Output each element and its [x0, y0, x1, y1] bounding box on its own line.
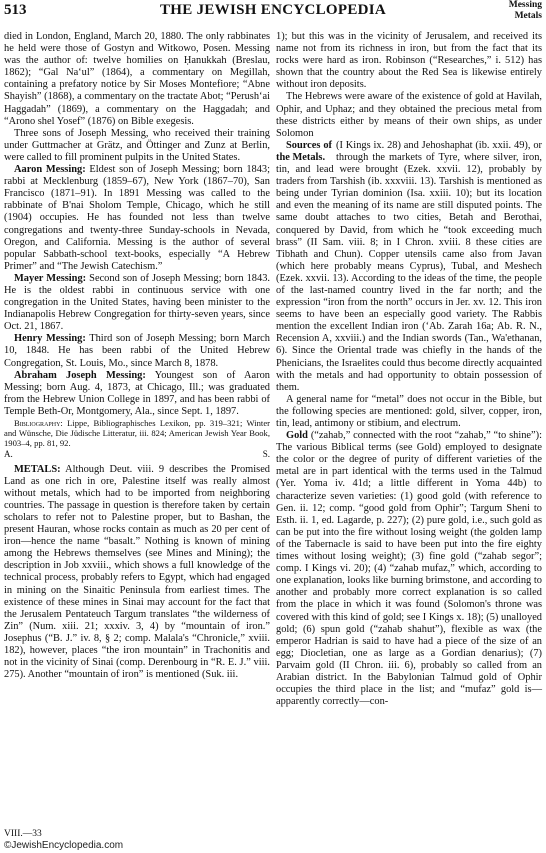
- bibliography: [4, 418, 270, 449]
- bibliography-label: Bibliography:: [14, 418, 63, 428]
- author-signature: [4, 449, 270, 460]
- page-number: 513: [4, 2, 27, 18]
- entry-henry-messing: [4, 333, 270, 369]
- entry-name: Abraham Joseph Messing:: [14, 369, 146, 381]
- paragraph-sources: [276, 91, 542, 393]
- left-column: [4, 31, 270, 681]
- entry-name: Aaron Messing:: [14, 164, 86, 176]
- paragraph-general-name: A general name for “metal” does not occur in the Bible, but the following species are mentioned: gold, silver, copper, iron, tin, lead, antimony or stibium, and electrum.: [276, 393, 542, 429]
- journal-title: THE JEWISH ENCYCLOPEDIA: [159, 2, 387, 18]
- sources-text-start: The Hebrews were aware of the existence of gold at Havilah, Ophir, and Uphaz; and they obtained the precious metal from these districts either by means of their own ships, as under Solomon: [276, 91, 542, 139]
- page-header: [0, 0, 546, 30]
- signature-mark: VIII.—33: [4, 829, 42, 839]
- entry-aaron-messing: [4, 164, 270, 273]
- gold-text: (“zahab,” connected with the root “zahab,” “to shine”): The various Biblical terms (see Gold) employed to designate the color or the degree of purity of different varieties of the metal are in part identical with the terms used in the Talmud (Yer. Yoma iv. 41d; a little different in Yoma 44b) to characterize seven varieties: (1) good gold (with reference to Gen. ii. 12; comp. “good gold from Ophir”; Targum Sheni to Esth. ii. 1, ed. Lagarde, p. 227); (2) pure gold, i.e., such gold as can be put into the fire without losing weight (the golden lamp of the Tabernacle is said to have been put into the fire eighty times without losing weight); (3) fine gold (“zahab segor”; comp. I Kings vi. 20); (4) “zahab mufaz,” which, according to one explanation, looks like burning brimstone, and according to another and probably more correct explanation is so called from the place in which it was found (Solomon's throne was covered with this kind of gold; see I Kings x. 18); (5) unalloyed gold; (6) spun gold (“zahab shahut”), flexible as wax (the emperor Hadrian is said to have had a piece of the size of an egg; Diocletian, one as large as a Gordian denarius); (7) Parvaim gold (II Chron. iii. 6), probably so called from an Arabian district. In the Babylonian Talmud gold of Ophir occupies the third place in the list; and “mufaz” gold is—apparently correctly—con-: [276, 430, 542, 708]
- right-column: [276, 31, 542, 708]
- paragraph-three-sons: Three sons of Joseph Messing, who received their training under Guttmacher at Grätz, and Öttinger and Zunz at Berlin, were called to fill prominent pulpits in the United States.: [4, 127, 270, 163]
- article-headword: METALS:: [14, 463, 61, 475]
- running-head-first: Messing: [508, 0, 542, 10]
- signature-right: S.: [262, 448, 270, 459]
- article-metals: [4, 464, 270, 682]
- gold-heading: Gold: [286, 430, 308, 442]
- side-heading: Sources of the Metals.: [276, 139, 332, 163]
- running-head: [509, 0, 542, 22]
- signature-left: A.: [4, 448, 13, 459]
- entry-abraham-joseph-messing: [4, 370, 270, 418]
- entry-text: Eldest son of Joseph Messing; born 1843; rabbi at Mecklenburg (1859–67), New York (1867–70), San Francisco (1871–91). In 1891 Messing was called to the rabbinate of B'nai Sholom Temple, Chicago, which he still (1904) occupies. He has founded not less than twelve congregations and twenty-three Sunday-schools in Nevada, Oregon, and California. Messing is the author of several popular Sabbath-school text-books, especially “A Hebrew Primer” and “The Jewish Catechism.”: [4, 164, 270, 272]
- site-credit: ©JewishEncyclopedia.com: [4, 840, 124, 851]
- bibliography-text: Lippe, Bibliographisches Lexikon, pp. 319–321; Winter and Wünsche, Die Jüdische Litteratur, iii. 824; American Jewish Year Book, 1903–4, pp. 81, 92.: [4, 418, 270, 449]
- entry-mayer-messing: [4, 273, 270, 333]
- entry-text: Third son of Joseph Messing; born March 10, 1848. He has been rabbi of the United Hebrew Congregation, St. Louis, Mo., since March 8, 1878.: [4, 333, 270, 369]
- sources-text-rest: (I Kings ix. 28) and Jehoshaphat (ib. xxii. 49), or through the markets of Tyre, where silver, iron, tin, and lead were brought (Ezek. xxvii. 12), probably by traders from Tarshish (ib. xxxviii. 13). Tarshish is mentioned as being under Tyrian dominion (Isa. xxiii. 10); but its location and even the meaning of its name are still disputed points. The same doubt attaches to two cities, Betah and Berothai, conquered by David, from which he “took exceeding much brass” (II Sam. viii. 8; in I Chron. xviii. 8 these cities are Tibhath and Chun). Copper utensils came also from Javan (which here probably means Cyprus), Tubal, and Meshech (Ezek. xxvii. 13). According to the ideas of the time, the people of the last-named country lived in the far north; and the expression “iron from the north” occurs in Jer. xv. 12. This iron seems to have been an especially good variety. The Rabbis mention the excellent Indian iron (‘Ab. Zarah 16a; Ab. R. N., Recension A, xxviii.) and the Indian swords (Tan., Wa'ethanan, 6). Since the Oriental trade was chiefly in the hands of the Phenicians, the Israelites could thus become directly acquainted with the metals and had opportunity to obtain possession of them.: [276, 139, 542, 393]
- running-head-last: Metals: [514, 11, 542, 21]
- paragraph-joseph-messing: died in London, England, March 20, 1880. The only rabbinates he held were those of Gostyn and Witkowo, Posen. Messing was the author of: twelve homilies on Ḥanukkah (Breslau, 1862); “Gal Na‘ul” (1864), a commentary on Megillah, containing a prefatory notice by Sir Moses Montefiore; “Abne Shayish” (1868), a commentary on the tractate Abot; “Perush‘ai Haggadah” (1869), a commentary on the Haggadah; and “Arono shel Yosef” (1876) on Bible exegesis.: [4, 31, 270, 127]
- entry-name: Henry Messing:: [14, 333, 86, 345]
- paragraph-continuation: 1); but this was in the vicinity of Jerusalem, and received its name not from its richness in iron, but from the fact that its rocks were hard as iron. Robinson (“Researches,” i. 512) has shown that the country about the Red Sea is likewise entirely without iron deposits.: [276, 31, 542, 91]
- article-text: Although Deut. viii. 9 describes the Promised Land as one rich in ore, Palestine itself was really almost without metals, which had to be imported from neighboring countries. The passage in question is therefore taken by certain scholars to refer not to Palestine proper, but to Bashan, the present Hauran, whose rocks contain as much as 20 per cent of iron—hence the name “basalt.” Nothing is known of mining among the Hebrews themselves (see Mines and Mining); the description in Job xxviii., which shows a full knowledge of the technical process, probably refers to Egypt, which had engaged in mining on the Sinaitic Peninsula from earliest times. The existence of these mines in Sinai may account for the fact that the Jerusalem Pentateuch Targum translates “the wilderness of Zin” (Num. xiii. 21; xxxiv. 3, 4) by “mountain of iron.” Josephus (“B. J.” iv. 8, § 2; comp. Malala's “Chronicle,” xviii. 182), however, places “the iron mountain” in Trachonitis and not in the vicinity of Sinai (comp. Derenbourg in “R. E. J.” viii. 275). Another “mountain of iron” is mentioned (Suk. iii.: [4, 463, 270, 681]
- paragraph-gold: [276, 430, 542, 708]
- entry-text: Second son of Joseph Messing; born 1843. He is the oldest rabbi in continuous service with one congregation in the United States, having been minister to the Indianapolis Hebrew Congregation for thirty-seven years, since Oct. 21, 1867.: [4, 272, 270, 333]
- entry-name: Mayer Messing:: [14, 272, 87, 284]
- entry-text: Youngest son of Aaron Messing; born Aug. 4, 1873, at Chicago, Ill.; was graduated from the Hebrew Union College in 1897, and has been rabbi of Temple Beth-Or, Montgomery, Ala., since Sept. 1, 1897.: [4, 369, 270, 417]
